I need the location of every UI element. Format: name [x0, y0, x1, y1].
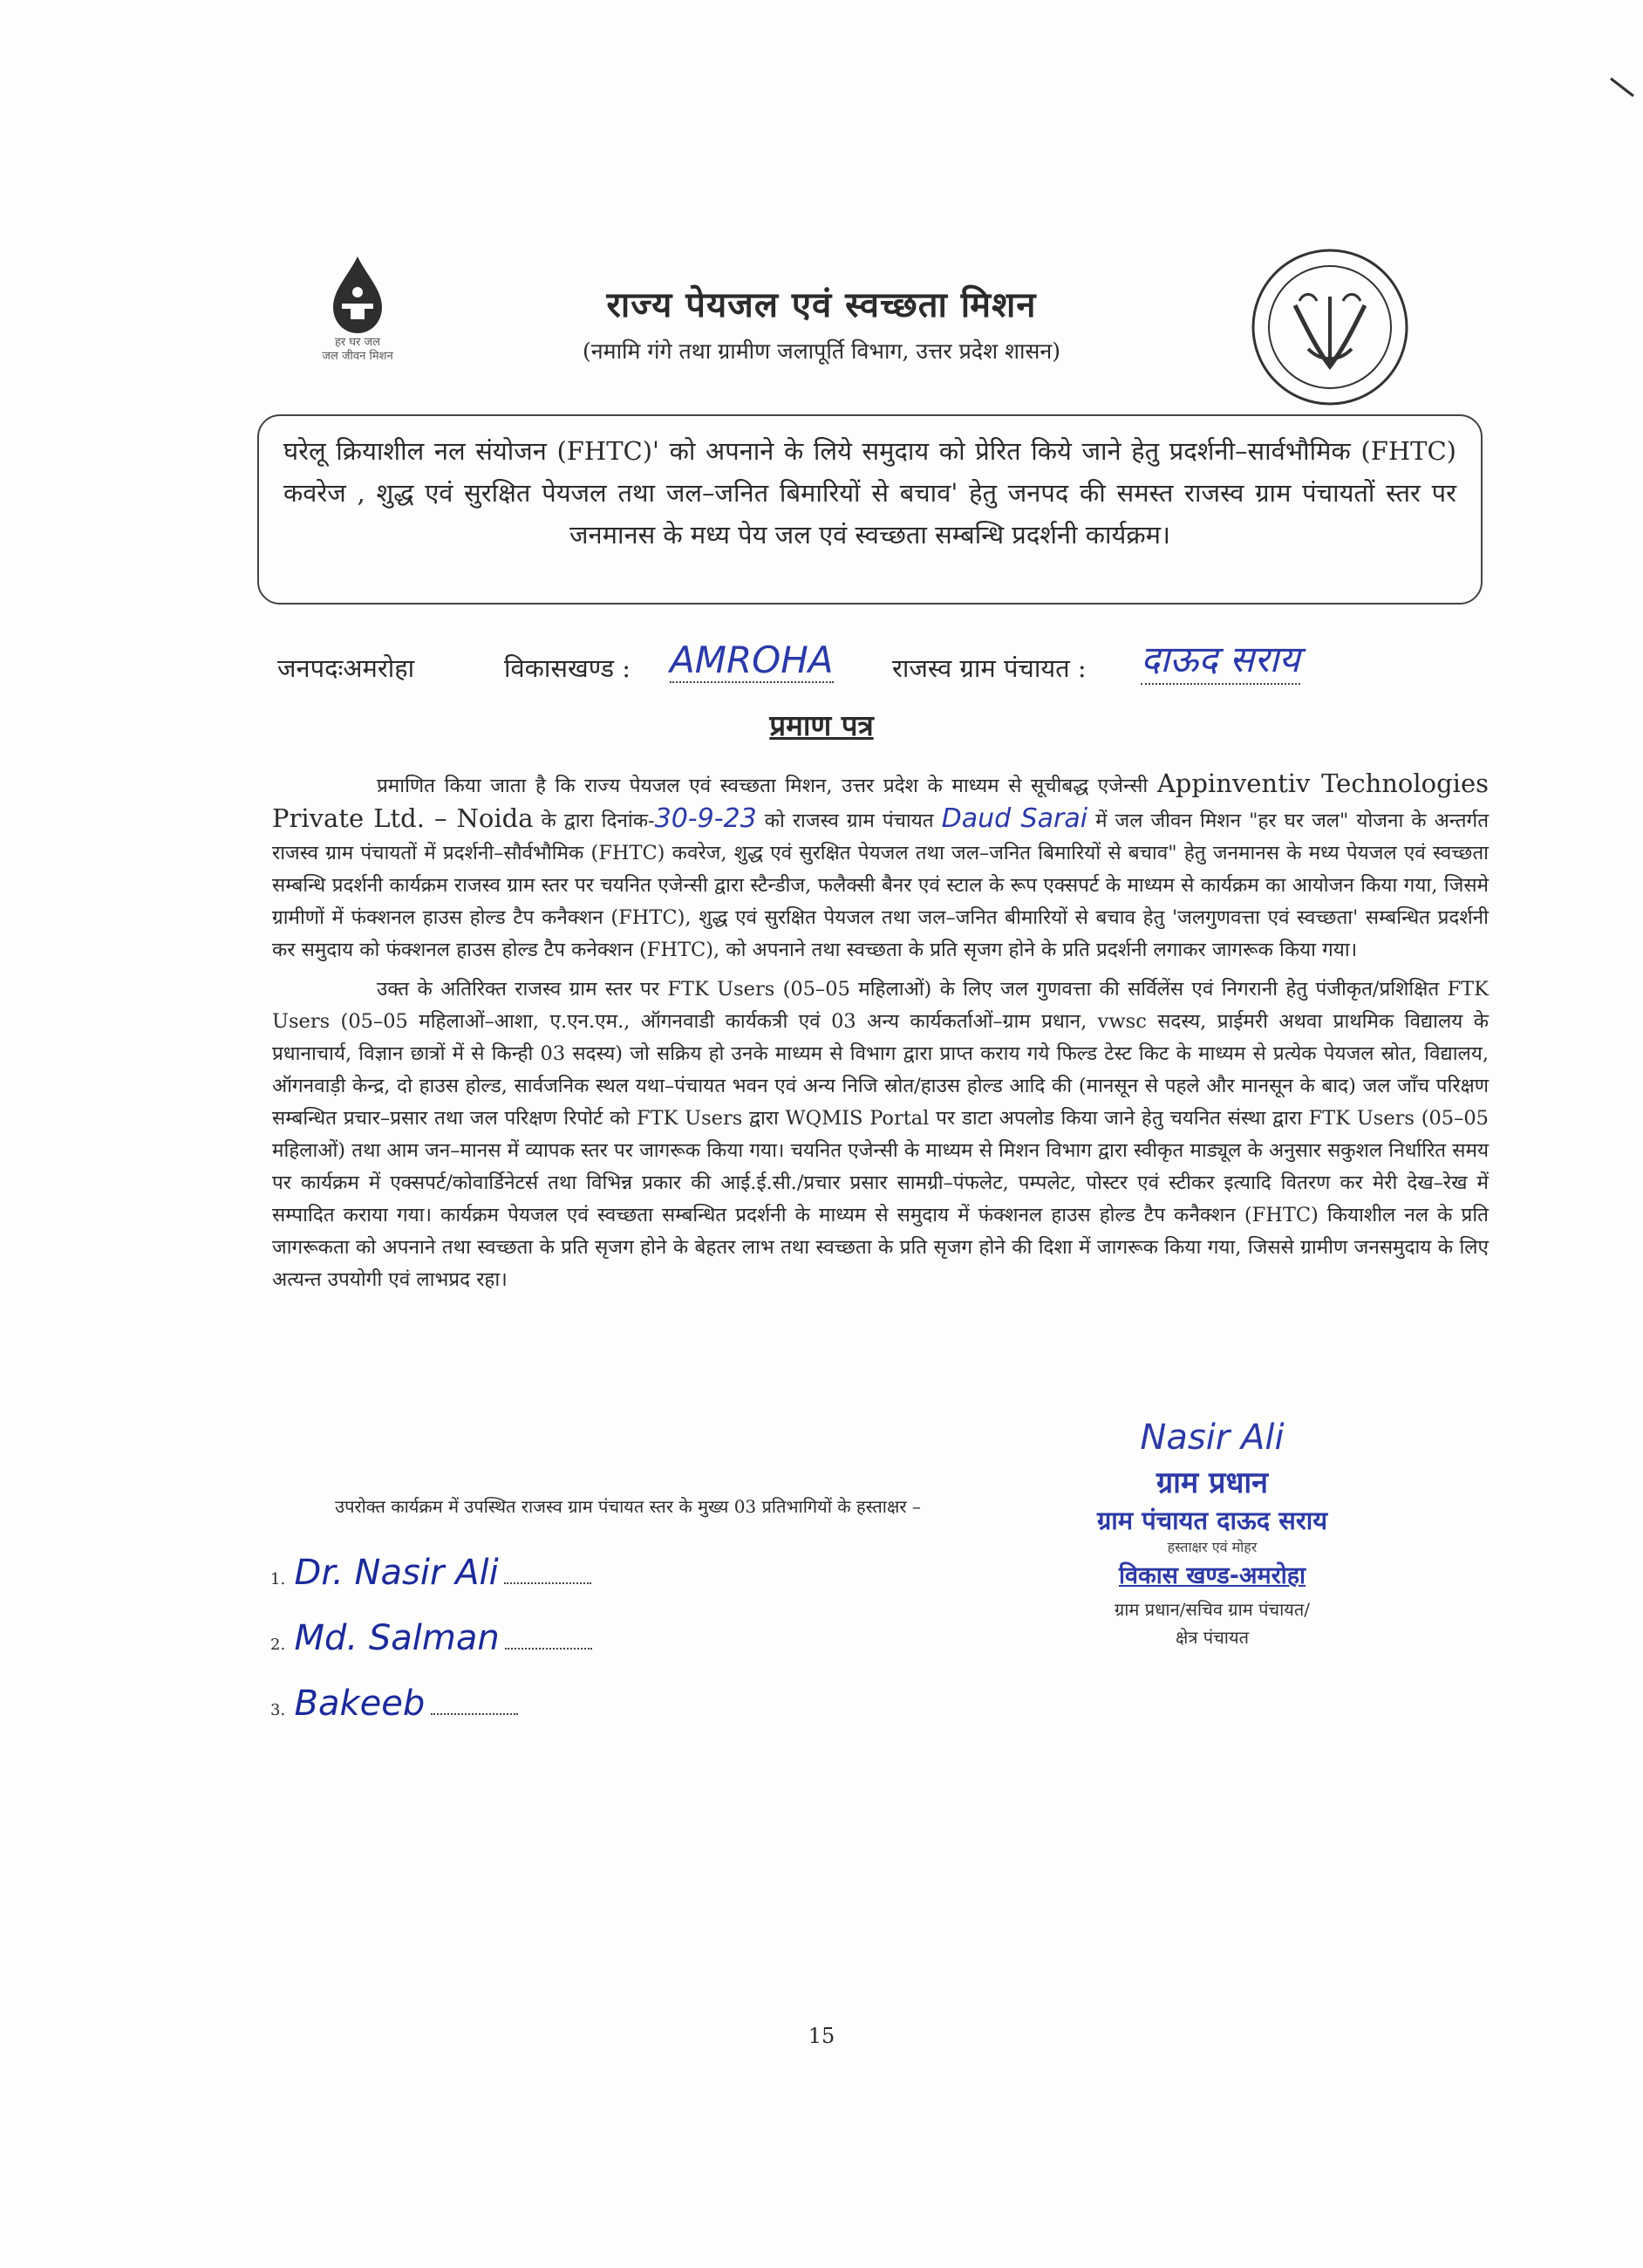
- certificate-heading: [0, 705, 1643, 744]
- mission-title: राज्य पेयजल एवं स्वच्छता मिशन: [606, 284, 1037, 325]
- participant-1-num: 1.: [270, 1570, 286, 1588]
- paragraph-1: [272, 768, 1489, 967]
- block-value: AMROHA: [670, 639, 834, 681]
- programme-text: घरेलू क्रियाशील नल संयोजन (FHTC)' को अपनाने के लिये समुदाय को प्रेरित किये जाने हेतु प्रदर्शनी–सार्वभौमिक (FHTC) कवरेज , शुद्ध एवं सुरक्षित पेयजल तथा जल–जनित बिमारियों से बचाव' हेतु जनपद की समस्त राजस्व ग्राम पंचायतों स्तर पर जनमानस के मध्य पेय जल एवं स्वच्छता सम्बन्धि प्रदर्शनी कार्यक्रम।: [283, 436, 1456, 550]
- p1-village: Daud Sarai: [941, 803, 1088, 834]
- stamp-caption-2: क्षेत्र पंचायत: [1176, 1627, 1249, 1648]
- programme-box: [257, 414, 1483, 605]
- participant-2-dots: [505, 1648, 592, 1650]
- participant-1-name: Dr. Nasir Ali: [294, 1553, 499, 1593]
- panchayat-label: राजस्व ग्राम पंचायत :: [892, 653, 1087, 683]
- corner-mark-icon: [1609, 70, 1635, 105]
- participant-3-num: 3.: [270, 1701, 286, 1719]
- paragraph-2: उक्त के अतिरिक्त राजस्व ग्राम स्तर पर FTK Users (05–05 महिलाओं) के लिए जल गुणवत्ता की सर्विलेंस एवं निगरानी हेतु पंजीकृत/प्रशिक्षित FTK Users (05–05 महिलाओं–आशा, ए.एन.एम., ऑगनवाडी कार्यकत्री एवं 03 अन्य कार्यकर्ताओं–ग्राम प्रधान, vwsc सदस्य, प्राईमरी अथवा प्राथमिक विद्यालय के प्रधानाचार्य, विज्ञान छात्रों में से किन्ही 03 सदस्य) जो सक्रिय हो उनके माध्यम से विभाग द्वारा प्राप्त कराय गये फिल्ड टेस्ट किट के माध्यम से प्रत्येक पेयजल स्रोत, विद्यालय, ऑगनवाड़ी केन्द्र, दो हाउस होल्ड, सार्वजनिक स्थल यथा–पंचायत भवन एवं अन्य निजि स्रोत/हाउस होल्ड आदि की (मानसून से पहले और मानसून के बाद) जल जाँच परिक्षण सम्बन्धित प्रचार–प्रसार तथा जल परिक्षण रिपोर्ट को FTK Users द्वारा WQMIS Portal पर डाटा अपलोड किया जाने हेतु चयनित संस्था द्वारा FTK Users (05–05 महिलाओं) तथा आम जन–मानस में व्यापक स्तर पर जागरूक किया गया। चयनित एजेन्सी के माध्यम से मिशन विभाग द्वारा स्वीकृत माड्यूल के अनुसार सकुशल निर्धारित समय पर कार्यक्रम में एक्सपर्ट/कोवार्डिनेटर्स तथा विभिन्न प्रकार की आई.ई.सी./प्रचार प्रसार सामग्री–पंफलेट, पम्पलेट, पोस्टर एवं स्टीकर इत्यादि वितरण कर मेरी देख–रेख में सम्पादित कराया गया। कार्यक्रम पेयजल एवं स्वच्छता सम्बन्धित प्रदर्शनी के माध्यम से समुदाय में फंक्शनल हाउस होल्ड टैप कनैक्शन (FHTC) कियाशील नल के प्रति जागरूकता को अपनाने तथा स्वच्छता के प्रति सृजग होने के बेहतर लाभ तथा स्वच्छता के प्रति सृजग होने की दिशा में जागरूक किया गया, जिससे ग्रामीण जनसमुदाय के लिए अत्यन्त उपयोगी एवं लाभप्रद रहा।: [272, 978, 1489, 1291]
- participant-3-dots: [431, 1713, 518, 1715]
- participant-2-num: 2.: [270, 1636, 286, 1654]
- p1-village-prefix: को राजस्व ग्राम पंचायत: [764, 810, 934, 832]
- participant-2-name: Md. Salman: [294, 1618, 500, 1658]
- pradhan-stamp: [1029, 1418, 1395, 1651]
- stamp-overlap: हस्ताक्षर एवं मोहर: [1167, 1539, 1258, 1555]
- p1-agency: Appinventiv Technologies Private Ltd. – Noida: [272, 769, 1490, 833]
- uttar-pradesh-seal-icon: [1247, 244, 1413, 410]
- certificate-heading-text: प्रमाण पत्र: [769, 708, 874, 742]
- pradhan-signature: Nasir Ali: [1140, 1418, 1285, 1458]
- participant-1: [270, 1553, 591, 1593]
- district-label: जनपदःअमरोहा: [277, 653, 415, 683]
- mission-subtitle: (नमामि गंगे तथा ग्रामीण जलापूर्ति विभाग, उत्तर प्रदेश शासन): [582, 338, 1061, 364]
- signatures-note: उपरोक्त कार्यक्रम में उपस्थित राजस्व ग्राम पंचायत स्तर के मुख्य 03 प्रतिभागियों के हस्ताक्षर –: [335, 1496, 921, 1517]
- participant-3-name: Bakeeb: [294, 1684, 426, 1724]
- participant-1-dots: [504, 1582, 591, 1584]
- certificate-body: [272, 768, 1489, 1303]
- logo-caption-2: जल जीवन मिशन: [322, 350, 393, 363]
- page-number: 15: [808, 2024, 835, 2048]
- p1-date: 30-9-23: [654, 803, 757, 834]
- participant-2: [270, 1618, 592, 1658]
- p1-rest: में जल जीवन मिशन "हर घर जल" योजना के अन्तर्गत राजस्व ग्राम पंचायतों में प्रदर्शनी–सौर्वभौमिक (FHTC) कवरेज, शुद्ध एवं सुरक्षित पेयजल तथा जल–जनित बिमारियों से बचाव" हेतु जनमानस के मध्य पेयजल एवं स्वच्छता सम्बन्धि प्रदर्शनी कार्यक्रम राजस्व ग्राम स्तर पर चयनित एजेन्सी द्वारा स्टैन्डीज, फलैक्सी बैनर एवं स्टाल के रूप एक्सपर्ट के माध्यम से कार्यक्रम का आयोजन किया गया, जिसमे ग्रामीणों में फंक्शनल हाउस होल्ड टैप कनैक्शन (FHTC), शुद्ध एवं सुरक्षित पेयजल तथा जल–जनित बीमारियों से बचाव हेतु 'जलगुणवत्ता एवं स्वच्छता' सम्बन्धित प्रदर्शनी कर समुदाय को फंक्शनल हाउस होल्ड टैप कनेक्शन (FHTC), को अपनाने तथा स्वच्छता के प्रति सृजग होने के प्रति प्रदर्शनी लगाकर जागरूक किया गया।: [272, 810, 1490, 961]
- p1-date-prefix: के द्वारा दिनांक-: [541, 810, 655, 832]
- stamp-caption-1: ग्राम प्रधान/सचिव ग्राम पंचायत/: [1114, 1599, 1311, 1620]
- block-label: विकासखण्ड :: [504, 653, 631, 683]
- stamp-line-3: विकास खण्ड-अमरोहा: [1118, 1562, 1306, 1589]
- stamp-line-2: ग्राम पंचायत दाऊद सराय: [1096, 1506, 1328, 1535]
- participant-3: [270, 1684, 518, 1724]
- panchayat-value: दाऊद सराय: [1141, 633, 1300, 685]
- logo-caption-1: हर घर जल: [335, 336, 380, 349]
- stamp-line-1: ग्राम प्रधान: [1156, 1465, 1269, 1500]
- p1-start: प्रमाणित किया जाता है कि राज्य पेयजल एवं स्वच्छता मिशन, उत्तर प्रदेश के माध्यम से सूचीबद्ध एजेन्सी: [377, 775, 1149, 797]
